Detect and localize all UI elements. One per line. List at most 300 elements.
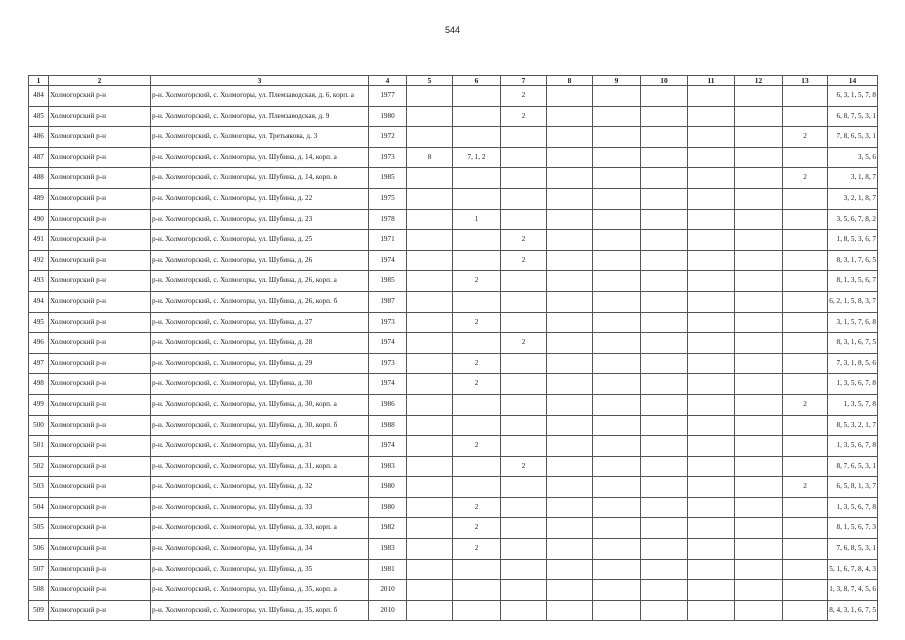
column-12-cell (735, 600, 783, 621)
column-header-1: 1 (29, 76, 49, 86)
column-6-cell (453, 394, 501, 415)
column-header-7: 7 (501, 76, 547, 86)
year-cell: 1980 (369, 497, 407, 518)
table-row (29, 127, 878, 148)
address-cell: р-н. Холмогорский, с. Холмогоры, ул. Шубина, д. 31 (151, 436, 369, 457)
column-header-9: 9 (593, 76, 641, 86)
column-9-cell (593, 559, 641, 580)
column-7-cell (501, 580, 547, 601)
column-12-cell (735, 127, 783, 148)
column-5-cell (407, 127, 453, 148)
table-row (29, 477, 878, 498)
address-cell: р-н. Холмогорский, с. Холмогоры, ул. Шубина, д. 32 (151, 477, 369, 498)
codes-cell: 8, 4, 3, 1, 6, 7, 5 (828, 600, 878, 621)
column-8-cell (547, 353, 593, 374)
row-number: 504 (29, 497, 49, 518)
year-cell: 1973 (369, 147, 407, 168)
column-10-cell (641, 127, 688, 148)
column-9-cell (593, 291, 641, 312)
column-13-cell (783, 188, 828, 209)
row-number: 496 (29, 333, 49, 354)
row-number: 505 (29, 518, 49, 539)
address-cell: р-н. Холмогорский, с. Холмогоры, ул. Шубина, д. 26, корп. а (151, 271, 369, 292)
column-5-cell (407, 456, 453, 477)
row-number: 494 (29, 291, 49, 312)
year-cell: 1982 (369, 518, 407, 539)
district-cell: Холмогорский р-н (49, 415, 151, 436)
column-6-cell: 2 (453, 271, 501, 292)
column-8-cell (547, 559, 593, 580)
column-13-cell (783, 456, 828, 477)
column-12-cell (735, 86, 783, 107)
address-cell: р-н. Холмогорский, с. Холмогоры, ул. Шубина, д. 27 (151, 312, 369, 333)
district-cell: Холмогорский р-н (49, 312, 151, 333)
table-row (29, 333, 878, 354)
year-cell: 1971 (369, 230, 407, 251)
column-11-cell (688, 477, 735, 498)
codes-cell: 8, 3, 1, 7, 6, 5 (828, 250, 878, 271)
column-11-cell (688, 86, 735, 107)
codes-cell: 7, 6, 8, 5, 3, 1 (828, 539, 878, 560)
column-header-6: 6 (453, 76, 501, 86)
column-11-cell (688, 291, 735, 312)
column-13-cell (783, 230, 828, 251)
year-cell: 1981 (369, 559, 407, 580)
column-8-cell (547, 209, 593, 230)
column-8-cell (547, 333, 593, 354)
table-row (29, 436, 878, 457)
codes-cell: 8, 1, 3, 5, 6, 7 (828, 271, 878, 292)
column-13-cell: 2 (783, 394, 828, 415)
column-11-cell (688, 312, 735, 333)
column-10-cell (641, 106, 688, 127)
column-7-cell (501, 415, 547, 436)
column-12-cell (735, 518, 783, 539)
column-5-cell (407, 168, 453, 189)
page-number: 544 (444, 25, 461, 35)
column-12-cell (735, 291, 783, 312)
column-5-cell (407, 518, 453, 539)
row-number: 499 (29, 394, 49, 415)
codes-cell: 1, 8, 5, 3, 6, 7 (828, 230, 878, 251)
column-13-cell (783, 497, 828, 518)
column-6-cell (453, 86, 501, 107)
column-11-cell (688, 518, 735, 539)
row-number: 488 (29, 168, 49, 189)
column-9-cell (593, 230, 641, 251)
row-number: 486 (29, 127, 49, 148)
address-cell: р-н. Холмогорский, с. Холмогоры, ул. Шубина, д. 29 (151, 353, 369, 374)
column-11-cell (688, 539, 735, 560)
codes-cell: 5, 1, 6, 7, 8, 4, 3 (828, 559, 878, 580)
column-12-cell (735, 230, 783, 251)
column-6-cell (453, 127, 501, 148)
column-8-cell (547, 250, 593, 271)
column-7-cell (501, 559, 547, 580)
row-number: 493 (29, 271, 49, 292)
column-11-cell (688, 580, 735, 601)
column-5-cell (407, 559, 453, 580)
column-header-10: 10 (641, 76, 688, 86)
column-10-cell (641, 436, 688, 457)
column-9-cell (593, 86, 641, 107)
column-5-cell (407, 86, 453, 107)
table-row (29, 312, 878, 333)
row-number: 487 (29, 147, 49, 168)
column-6-cell: 2 (453, 374, 501, 395)
column-10-cell (641, 580, 688, 601)
district-cell: Холмогорский р-н (49, 291, 151, 312)
column-11-cell (688, 559, 735, 580)
column-10-cell (641, 353, 688, 374)
column-9-cell (593, 312, 641, 333)
column-9-cell (593, 497, 641, 518)
year-cell: 1988 (369, 415, 407, 436)
column-13-cell (783, 271, 828, 292)
column-12-cell (735, 147, 783, 168)
table-row (29, 106, 878, 127)
district-cell: Холмогорский р-н (49, 209, 151, 230)
column-9-cell (593, 415, 641, 436)
column-11-cell (688, 333, 735, 354)
column-6-cell (453, 580, 501, 601)
column-6-cell: 2 (453, 539, 501, 560)
column-7-cell (501, 353, 547, 374)
column-8-cell (547, 580, 593, 601)
column-12-cell (735, 559, 783, 580)
column-12-cell (735, 250, 783, 271)
table-row (29, 188, 878, 209)
column-5-cell (407, 436, 453, 457)
column-11-cell (688, 374, 735, 395)
column-5-cell (407, 600, 453, 621)
column-6-cell: 1 (453, 209, 501, 230)
column-8-cell (547, 415, 593, 436)
column-5-cell (407, 250, 453, 271)
column-12-cell (735, 456, 783, 477)
district-cell: Холмогорский р-н (49, 600, 151, 621)
column-12-cell (735, 168, 783, 189)
row-number: 498 (29, 374, 49, 395)
table-row (29, 600, 878, 621)
table-row (29, 271, 878, 292)
column-13-cell (783, 333, 828, 354)
column-10-cell (641, 86, 688, 107)
column-8-cell (547, 497, 593, 518)
year-cell: 1980 (369, 106, 407, 127)
column-10-cell (641, 271, 688, 292)
row-number: 507 (29, 559, 49, 580)
column-header-12: 12 (735, 76, 783, 86)
column-8-cell (547, 539, 593, 560)
column-10-cell (641, 374, 688, 395)
year-cell: 1974 (369, 333, 407, 354)
column-7-cell (501, 477, 547, 498)
column-13-cell (783, 518, 828, 539)
column-9-cell (593, 168, 641, 189)
column-6-cell: 2 (453, 436, 501, 457)
column-11-cell (688, 436, 735, 457)
row-number: 484 (29, 86, 49, 107)
year-cell: 1978 (369, 209, 407, 230)
column-10-cell (641, 600, 688, 621)
table-row (29, 250, 878, 271)
column-5-cell (407, 353, 453, 374)
district-cell: Холмогорский р-н (49, 518, 151, 539)
district-cell: Холмогорский р-н (49, 230, 151, 251)
column-5-cell (407, 230, 453, 251)
column-7-cell (501, 188, 547, 209)
column-7-cell (501, 600, 547, 621)
column-7-cell (501, 147, 547, 168)
column-9-cell (593, 106, 641, 127)
column-6-cell: 2 (453, 518, 501, 539)
column-7-cell (501, 168, 547, 189)
column-header-11: 11 (688, 76, 735, 86)
row-number: 506 (29, 539, 49, 560)
column-13-cell (783, 250, 828, 271)
district-cell: Холмогорский р-н (49, 188, 151, 209)
district-cell: Холмогорский р-н (49, 106, 151, 127)
column-8-cell (547, 106, 593, 127)
district-cell: Холмогорский р-н (49, 353, 151, 374)
year-cell: 2010 (369, 580, 407, 601)
column-6-cell (453, 477, 501, 498)
address-cell: р-н. Холмогорский, с. Холмогоры, ул. Шубина, д. 28 (151, 333, 369, 354)
column-10-cell (641, 477, 688, 498)
column-12-cell (735, 539, 783, 560)
column-7-cell (501, 518, 547, 539)
column-11-cell (688, 230, 735, 251)
column-5-cell (407, 374, 453, 395)
address-cell: р-н. Холмогорский, с. Холмогоры, ул. Шубина, д. 14, корп. а (151, 147, 369, 168)
row-number: 502 (29, 456, 49, 477)
table-row (29, 147, 878, 168)
column-8-cell (547, 477, 593, 498)
codes-cell: 6, 8, 7, 5, 3, 1 (828, 106, 878, 127)
column-10-cell (641, 250, 688, 271)
row-number: 500 (29, 415, 49, 436)
codes-cell: 1, 3, 5, 7, 8 (828, 394, 878, 415)
column-5-cell (407, 188, 453, 209)
address-cell: р-н. Холмогорский, с. Холмогоры, ул. Шубина, д. 25 (151, 230, 369, 251)
table-row (29, 559, 878, 580)
table-row (29, 415, 878, 436)
address-cell: р-н. Холмогорский, с. Холмогоры, ул. Племзаводская, д. 9 (151, 106, 369, 127)
column-9-cell (593, 353, 641, 374)
table-row (29, 394, 878, 415)
column-header-8: 8 (547, 76, 593, 86)
column-5-cell (407, 333, 453, 354)
column-12-cell (735, 394, 783, 415)
column-6-cell (453, 415, 501, 436)
column-12-cell (735, 580, 783, 601)
district-cell: Холмогорский р-н (49, 147, 151, 168)
year-cell: 1987 (369, 291, 407, 312)
year-cell: 1975 (369, 188, 407, 209)
codes-cell: 3, 5, 6 (828, 147, 878, 168)
column-11-cell (688, 497, 735, 518)
column-6-cell (453, 106, 501, 127)
column-6-cell: 2 (453, 312, 501, 333)
column-8-cell (547, 374, 593, 395)
column-8-cell (547, 271, 593, 292)
column-8-cell (547, 188, 593, 209)
district-cell: Холмогорский р-н (49, 271, 151, 292)
column-10-cell (641, 188, 688, 209)
column-6-cell: 2 (453, 497, 501, 518)
column-13-cell (783, 106, 828, 127)
column-13-cell (783, 353, 828, 374)
column-13-cell (783, 580, 828, 601)
table-row (29, 230, 878, 251)
column-7-cell: 2 (501, 86, 547, 107)
row-number: 491 (29, 230, 49, 251)
column-5-cell (407, 539, 453, 560)
row-number: 485 (29, 106, 49, 127)
column-8-cell (547, 147, 593, 168)
column-7-cell: 2 (501, 106, 547, 127)
column-11-cell (688, 271, 735, 292)
column-11-cell (688, 394, 735, 415)
column-7-cell (501, 291, 547, 312)
address-cell: р-н. Холмогорский, с. Холмогоры, ул. Шубина, д. 35, корп. а (151, 580, 369, 601)
column-9-cell (593, 518, 641, 539)
column-10-cell (641, 518, 688, 539)
year-cell: 2010 (369, 600, 407, 621)
column-13-cell (783, 600, 828, 621)
year-cell: 1974 (369, 250, 407, 271)
district-cell: Холмогорский р-н (49, 456, 151, 477)
column-9-cell (593, 580, 641, 601)
column-8-cell (547, 127, 593, 148)
column-header-3: 3 (151, 76, 369, 86)
column-8-cell (547, 436, 593, 457)
column-6-cell (453, 250, 501, 271)
codes-cell: 8, 3, 1, 6, 7, 5 (828, 333, 878, 354)
column-9-cell (593, 539, 641, 560)
year-cell: 1983 (369, 539, 407, 560)
column-7-cell (501, 436, 547, 457)
district-cell: Холмогорский р-н (49, 333, 151, 354)
row-number: 503 (29, 477, 49, 498)
column-8-cell (547, 600, 593, 621)
address-cell: р-н. Холмогорский, с. Холмогоры, ул. Шубина, д. 30, корп. б (151, 415, 369, 436)
column-6-cell (453, 230, 501, 251)
codes-cell: 8, 5, 3, 2, 1, 7 (828, 415, 878, 436)
column-6-cell (453, 600, 501, 621)
column-11-cell (688, 127, 735, 148)
year-cell: 1973 (369, 312, 407, 333)
column-11-cell (688, 209, 735, 230)
column-header-13: 13 (783, 76, 828, 86)
column-10-cell (641, 539, 688, 560)
column-10-cell (641, 559, 688, 580)
column-7-cell (501, 209, 547, 230)
codes-cell: 8, 1, 5, 6, 7, 3 (828, 518, 878, 539)
column-11-cell (688, 168, 735, 189)
address-cell: р-н. Холмогорский, с. Холмогоры, ул. Шубина, д. 30, корп. а (151, 394, 369, 415)
column-5-cell (407, 580, 453, 601)
district-cell: Холмогорский р-н (49, 86, 151, 107)
column-12-cell (735, 497, 783, 518)
column-7-cell (501, 312, 547, 333)
column-12-cell (735, 436, 783, 457)
column-5-cell (407, 497, 453, 518)
column-9-cell (593, 271, 641, 292)
column-10-cell (641, 291, 688, 312)
codes-cell: 1, 3, 5, 6, 7, 8 (828, 436, 878, 457)
column-9-cell (593, 600, 641, 621)
column-8-cell (547, 456, 593, 477)
column-9-cell (593, 436, 641, 457)
row-number: 497 (29, 353, 49, 374)
row-number: 489 (29, 188, 49, 209)
year-cell: 1972 (369, 127, 407, 148)
column-10-cell (641, 394, 688, 415)
address-cell: р-н. Холмогорский, с. Холмогоры, ул. Шубина, д. 33 (151, 497, 369, 518)
address-cell: р-н. Холмогорский, с. Холмогоры, ул. Шубина, д. 14, корп. в (151, 168, 369, 189)
table-row (29, 580, 878, 601)
column-13-cell: 2 (783, 168, 828, 189)
column-9-cell (593, 188, 641, 209)
codes-cell: 3, 5, 6, 7, 8, 2 (828, 209, 878, 230)
column-12-cell (735, 271, 783, 292)
year-cell: 1977 (369, 86, 407, 107)
column-8-cell (547, 518, 593, 539)
column-9-cell (593, 333, 641, 354)
row-number: 490 (29, 209, 49, 230)
column-6-cell (453, 291, 501, 312)
table-row (29, 86, 878, 107)
column-11-cell (688, 250, 735, 271)
column-7-cell (501, 394, 547, 415)
codes-cell: 3, 2, 1, 8, 7 (828, 188, 878, 209)
column-5-cell (407, 415, 453, 436)
column-10-cell (641, 497, 688, 518)
row-number: 509 (29, 600, 49, 621)
column-9-cell (593, 127, 641, 148)
column-13-cell: 2 (783, 477, 828, 498)
year-cell: 1974 (369, 374, 407, 395)
codes-cell: 8, 7, 6, 5, 3, 1 (828, 456, 878, 477)
codes-cell: 1, 3, 5, 6, 7, 8 (828, 374, 878, 395)
column-12-cell (735, 477, 783, 498)
column-11-cell (688, 106, 735, 127)
district-cell: Холмогорский р-н (49, 127, 151, 148)
district-cell: Холмогорский р-н (49, 539, 151, 560)
district-cell: Холмогорский р-н (49, 374, 151, 395)
codes-cell: 7, 8, 6, 5, 3, 1 (828, 127, 878, 148)
column-7-cell: 2 (501, 250, 547, 271)
column-6-cell (453, 168, 501, 189)
year-cell: 1980 (369, 477, 407, 498)
column-5-cell (407, 291, 453, 312)
year-cell: 1986 (369, 394, 407, 415)
column-13-cell (783, 374, 828, 395)
column-13-cell (783, 209, 828, 230)
column-header-4: 4 (369, 76, 407, 86)
address-cell: р-н. Холмогорский, с. Холмогоры, ул. Шубина, д. 35, корп. б (151, 600, 369, 621)
column-12-cell (735, 209, 783, 230)
codes-cell: 6, 2, 1, 5, 8, 3, 7 (828, 291, 878, 312)
column-9-cell (593, 477, 641, 498)
district-cell: Холмогорский р-н (49, 580, 151, 601)
table-row (29, 497, 878, 518)
codes-cell: 1, 3, 5, 6, 7, 8 (828, 497, 878, 518)
column-8-cell (547, 86, 593, 107)
column-11-cell (688, 147, 735, 168)
